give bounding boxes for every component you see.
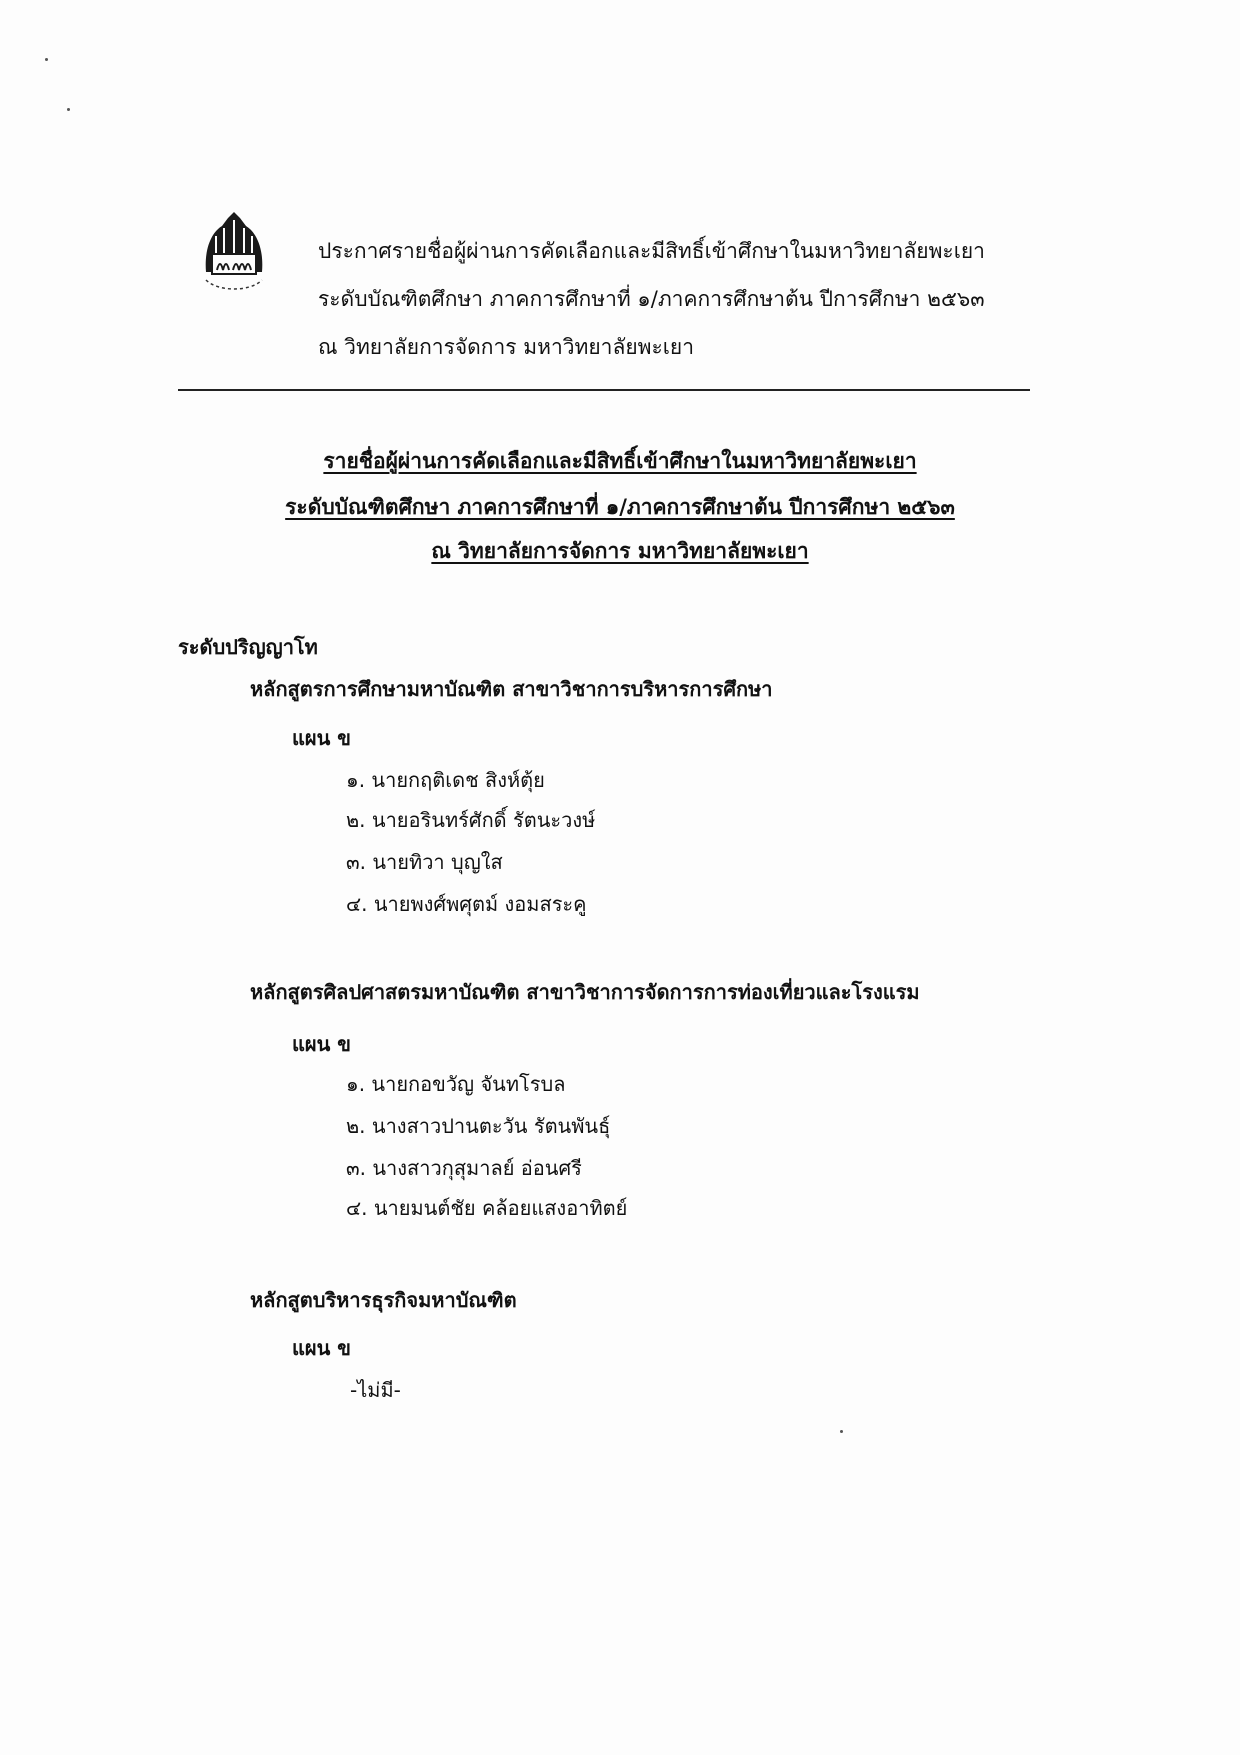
degree-level-heading: ระดับปริญญาโท [178, 635, 318, 659]
list-item: ๓. นางสาวกุสุมาลย์ อ่อนศรี [346, 1156, 582, 1180]
list-item: ๓. นายทิวา บุญใส [346, 850, 503, 874]
scan-speck [45, 58, 48, 61]
no-entries-text: -ไม่มี- [350, 1378, 401, 1402]
scan-speck [840, 1430, 843, 1433]
header-divider [178, 389, 1030, 391]
header-line-2: ระดับบัณฑิตศึกษา ภาคการศึกษาที่ ๑/ภาคการศึกษาต้น ปีการศึกษา ๒๕๖๓ [318, 287, 985, 311]
header-line-1: ประกาศรายชื่อผู้ผ่านการคัดเลือกและมีสิทธิ์เข้าศึกษาในมหาวิทยาลัยพะเยา [318, 239, 985, 263]
title-line-2: ระดับบัณฑิตศึกษา ภาคการศึกษาที่ ๑/ภาคการศึกษาต้น ปีการศึกษา ๒๕๖๓ [285, 495, 955, 519]
title-line-3: ณ วิทยาลัยการจัดการ มหาวิทยาลัยพะเยา [431, 539, 809, 563]
list-item: ๔. นายมนต์ชัย คล้อยแสงอาทิตย์ [346, 1196, 628, 1220]
list-item: ๑. นายกอขวัญ จันทโรบล [346, 1072, 566, 1096]
plan-label: แผน ข [292, 726, 351, 750]
university-seal-icon [198, 210, 270, 306]
list-item: ๑. นายกฤติเดช สิงห์ตุ้ย [346, 768, 545, 792]
list-item: ๔. นายพงศ์พศุตม์ งอมสระคู [346, 892, 587, 916]
plan-label: แผน ข [292, 1032, 351, 1056]
scan-speck [67, 108, 70, 111]
title-line-1: รายชื่อผู้ผ่านการคัดเลือกและมีสิทธิ์เข้าศึกษาในมหาวิทยาลัยพะเยา [323, 449, 917, 473]
program-heading: หลักสูตรศิลปศาสตรมหาบัณฑิต สาขาวิชาการจัดการการท่องเที่ยวและโรงแรม [250, 980, 920, 1004]
list-item: ๒. นางสาวปานตะวัน รัตนพันธุ์ [346, 1114, 611, 1138]
header-line-3: ณ วิทยาลัยการจัดการ มหาวิทยาลัยพะเยา [318, 335, 695, 359]
program-heading: หลักสูตบริหารธุรกิจมหาบัณฑิต [250, 1288, 517, 1312]
plan-label: แผน ข [292, 1336, 351, 1360]
list-item: ๒. นายอรินทร์ศักดิ์ รัตนะวงษ์ [346, 808, 596, 832]
program-heading: หลักสูตรการศึกษามหาบัณฑิต สาขาวิชาการบริหารการศึกษา [250, 677, 773, 701]
